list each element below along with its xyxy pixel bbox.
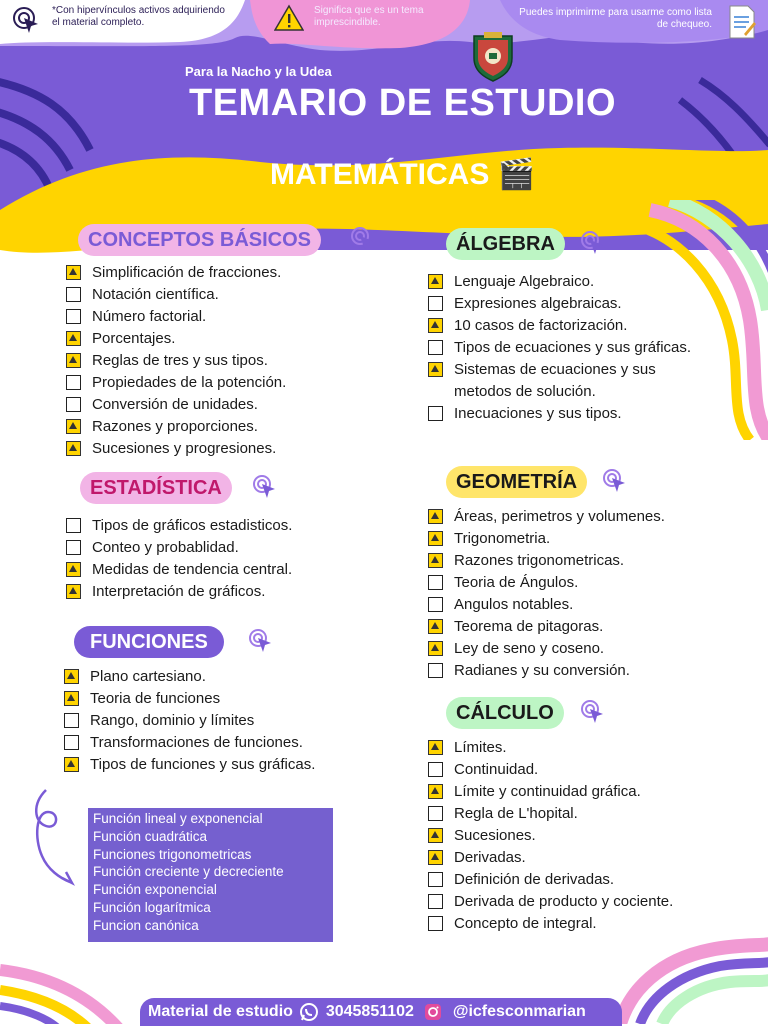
checkbox[interactable] — [428, 762, 443, 777]
important-checkbox-icon[interactable] — [66, 441, 81, 456]
important-checkbox-icon[interactable] — [428, 619, 443, 634]
checklist-item-label: Razones y proporciones. — [92, 418, 258, 435]
checklist-item[interactable] — [428, 271, 698, 293]
checklist-item-label: Regla de L'hopital. — [454, 805, 578, 822]
section-title-conceptos: CONCEPTOS BÁSICOS — [78, 224, 321, 256]
checkbox[interactable] — [428, 663, 443, 678]
checklist-item-label: Expresiones algebraicas. — [454, 295, 622, 312]
checkbox[interactable] — [66, 287, 81, 302]
checklist-item-label: Porcentajes. — [92, 330, 176, 347]
checkbox[interactable] — [428, 916, 443, 931]
function-type-item: Función exponencial — [93, 882, 217, 898]
checklist-item-label: Sistemas de ecuaciones y sus metodos de solución. — [454, 361, 656, 400]
checklist-item[interactable] — [66, 438, 376, 460]
instagram-icon — [424, 1003, 442, 1021]
footer-bar — [140, 998, 622, 1026]
subtitle: Para la Nacho y la Udea — [185, 64, 332, 79]
checklist-item-label: Teoria de funciones — [90, 690, 221, 707]
important-checkbox-icon[interactable] — [64, 669, 79, 684]
checklist-item[interactable] — [428, 403, 698, 425]
important-topic-note: Significa que es un tema imprescindible. — [314, 5, 424, 28]
checkbox[interactable] — [66, 540, 81, 555]
subject-title: MATEMÁTICAS 🎬 — [269, 158, 536, 191]
checklist-item-label: Conversión de unidades. — [92, 396, 258, 413]
function-type-item: Función creciente y decreciente — [93, 864, 284, 880]
checkbox[interactable] — [66, 397, 81, 412]
checklist-item-label: Medidas de tendencia central. — [92, 561, 293, 578]
important-checkbox-icon[interactable] — [428, 274, 443, 289]
section-title-geometria: GEOMETRÍA — [446, 466, 587, 498]
important-checkbox-icon[interactable] — [428, 553, 443, 568]
checkbox[interactable] — [428, 296, 443, 311]
footer-handle[interactable]: @icfesconmarian — [452, 1003, 586, 1020]
click-cursor-icon — [12, 6, 42, 36]
checklist-item[interactable] — [66, 262, 376, 284]
checklist-item-label: Áreas, perimetros y volumenes. — [454, 508, 665, 525]
checklist-funciones — [64, 666, 354, 776]
checklist-item-label: Propiedades de la potención. — [92, 374, 287, 391]
whatsapp-icon — [299, 1002, 319, 1022]
footer-label: Material de estudio — [148, 1003, 293, 1020]
checkbox[interactable] — [428, 406, 443, 421]
hyperlink-note: *Con hipervínculos activos adquiriendo el material completo. — [52, 5, 225, 28]
checklist-item[interactable] — [64, 754, 354, 776]
checklist-item[interactable] — [66, 306, 376, 328]
function-type-item: Función logarítmica — [93, 899, 211, 915]
checklist-item-label: Teoria de Ángulos. — [454, 574, 579, 591]
checklist-item-label: Teorema de pitagoras. — [454, 618, 604, 635]
checklist-conceptos — [66, 262, 376, 460]
checklist-item[interactable] — [428, 825, 728, 847]
university-crest-logo — [470, 30, 516, 82]
checklist-item[interactable] — [428, 572, 718, 594]
checklist-item[interactable] — [64, 732, 354, 754]
checklist-item-label: Límites. — [454, 739, 507, 756]
curly-arrow-icon — [28, 782, 80, 892]
checklist-item[interactable] — [64, 688, 354, 710]
function-type-item: Funciones trigonometricas — [93, 846, 252, 862]
checklist-calculo — [428, 737, 728, 935]
checklist-item-label: Transformaciones de funciones. — [90, 734, 303, 751]
checklist-item-label: 10 casos de factorización. — [454, 317, 628, 334]
important-checkbox-icon[interactable] — [66, 419, 81, 434]
checklist-item[interactable] — [428, 891, 728, 913]
important-checkbox-icon[interactable] — [428, 362, 443, 377]
checklist-item-label: Reglas de tres y sus tipos. — [92, 352, 268, 369]
click-cursor-icon[interactable] — [248, 628, 274, 654]
checkbox[interactable] — [428, 575, 443, 590]
function-type-item: Función cuadrática — [93, 828, 208, 844]
bottom-stripes-decoration — [600, 930, 768, 1024]
checklist-item[interactable] — [64, 710, 354, 732]
checkbox[interactable] — [428, 597, 443, 612]
checklist-item-label: Límite y continuidad gráfica. — [454, 783, 641, 800]
checklist-algebra — [428, 271, 698, 425]
checklist-item-label: Continuidad. — [454, 761, 539, 778]
checklist-item[interactable] — [428, 869, 728, 891]
checklist-item-label: Sucesiones y progresiones. — [92, 440, 277, 457]
checklist-item-label: Trigonometria. — [454, 530, 551, 547]
section-title-estadistica: ESTADÍSTICA — [80, 472, 232, 504]
checkbox[interactable] — [428, 806, 443, 821]
function-type-item: Funcion canónica — [93, 917, 199, 933]
checklist-item[interactable] — [66, 416, 376, 438]
checklist-item-label: Notación científica. — [92, 286, 219, 303]
checklist-item[interactable] — [66, 515, 376, 537]
checklist-item[interactable] — [428, 359, 698, 403]
checklist-item[interactable] — [428, 847, 728, 869]
checklist-item-label: Tipos de funciones y sus gráficas. — [90, 756, 316, 773]
checklist-item-label: Simplificación de fracciones. — [92, 264, 282, 281]
checklist-item-label: Sucesiones. — [454, 827, 536, 844]
click-cursor-icon[interactable] — [602, 468, 628, 494]
checklist-item[interactable] — [64, 666, 354, 688]
checklist-item-label: Rango, dominio y límites — [90, 712, 255, 729]
click-cursor-icon[interactable] — [350, 226, 376, 252]
checklist-item[interactable] — [428, 528, 718, 550]
checkbox[interactable] — [428, 872, 443, 887]
important-checkbox-icon[interactable] — [64, 757, 79, 772]
checklist-item-label: Derivada de producto y cociente. — [454, 893, 674, 910]
important-checkbox-icon[interactable] — [428, 828, 443, 843]
checkbox[interactable] — [428, 340, 443, 355]
checklist-item[interactable] — [428, 781, 728, 803]
bottom-left-stripes-decoration — [0, 940, 150, 1024]
function-type-item: Función lineal y exponencial — [93, 811, 263, 826]
checklist-item-label: Número factorial. — [92, 308, 207, 325]
checklist-estadistica — [66, 515, 376, 603]
checklist-item-label: Inecuaciones y sus tipos. — [454, 405, 622, 422]
section-title-funciones: FUNCIONES — [74, 626, 224, 658]
checklist-item-label: Angulos notables. — [454, 596, 574, 613]
checkbox[interactable] — [66, 309, 81, 324]
checklist-item[interactable] — [428, 594, 718, 616]
checklist-item[interactable] — [66, 372, 376, 394]
checklist-item[interactable] — [428, 638, 718, 660]
checklist-item[interactable] — [428, 913, 728, 935]
important-checkbox-icon[interactable] — [428, 740, 443, 755]
checklist-item-label: Plano cartesiano. — [90, 668, 206, 685]
checklist-item[interactable] — [66, 350, 376, 372]
click-cursor-icon[interactable] — [580, 230, 606, 256]
checkbox[interactable] — [64, 735, 79, 750]
function-types-box — [88, 808, 333, 942]
checklist-item-label: Radianes y su conversión. — [454, 662, 630, 679]
checklist-item-label: Tipos de gráficos estadisticos. — [92, 517, 293, 534]
checklist-item-label: Lenguaje Algebraico. — [454, 273, 595, 290]
checklist-item[interactable] — [428, 293, 698, 315]
checklist-item[interactable] — [66, 394, 376, 416]
important-checkbox-icon[interactable] — [428, 784, 443, 799]
print-note: Puedes imprimirme para usarme como lista de chequeo. — [519, 7, 712, 30]
checklist-item[interactable] — [66, 537, 376, 559]
checklist-item-label: Concepto de integral. — [454, 915, 597, 932]
checklist-item[interactable] — [428, 759, 728, 781]
checkbox[interactable] — [428, 894, 443, 909]
checklist-item-label: Interpretación de gráficos. — [92, 583, 266, 600]
checklist-item[interactable] — [66, 559, 376, 581]
important-checkbox-icon[interactable] — [428, 531, 443, 546]
checklist-item[interactable] — [428, 737, 728, 759]
important-checkbox-icon[interactable] — [66, 584, 81, 599]
important-checkbox-icon[interactable] — [66, 331, 81, 346]
click-cursor-icon[interactable] — [252, 474, 278, 500]
checklist-geometria — [428, 506, 718, 682]
important-checkbox-icon[interactable] — [428, 318, 443, 333]
important-checkbox-icon[interactable] — [66, 562, 81, 577]
page-title: TEMARIO DE ESTUDIO — [188, 82, 617, 124]
important-checkbox-icon[interactable] — [66, 265, 81, 280]
checklist-item-label: Ley de seno y coseno. — [454, 640, 605, 657]
checkbox[interactable] — [64, 713, 79, 728]
checklist-item-label: Razones trigonometricas. — [454, 552, 625, 569]
section-title-algebra: ÁLGEBRA — [446, 228, 565, 260]
checklist-item[interactable] — [428, 337, 698, 359]
checklist-item[interactable] — [428, 660, 718, 682]
important-checkbox-icon[interactable] — [64, 691, 79, 706]
document-icon — [726, 4, 758, 40]
checklist-item[interactable] — [66, 328, 376, 350]
important-checkbox-icon[interactable] — [66, 353, 81, 368]
checklist-item[interactable] — [66, 284, 376, 306]
checklist-item[interactable] — [428, 506, 718, 528]
section-title-calculo: CÁLCULO — [446, 697, 564, 729]
checklist-item[interactable] — [428, 803, 728, 825]
checkbox[interactable] — [66, 375, 81, 390]
checklist-item[interactable] — [428, 616, 718, 638]
important-checkbox-icon[interactable] — [428, 641, 443, 656]
footer-phone[interactable]: 3045851102 — [325, 1003, 414, 1020]
checklist-item-label: Derivadas. — [454, 849, 526, 866]
important-checkbox-icon[interactable] — [428, 509, 443, 524]
checklist-item-label: Definición de derivadas. — [454, 871, 615, 888]
checklist-item-label: Tipos de ecuaciones y sus gráficas. — [454, 339, 692, 356]
warning-icon — [274, 4, 304, 32]
important-checkbox-icon[interactable] — [428, 850, 443, 865]
checklist-item[interactable] — [428, 550, 718, 572]
checklist-item[interactable] — [428, 315, 698, 337]
checklist-item[interactable] — [66, 581, 376, 603]
checklist-item-label: Conteo y probablidad. — [92, 539, 239, 556]
click-cursor-icon[interactable] — [580, 699, 606, 725]
checkbox[interactable] — [66, 518, 81, 533]
